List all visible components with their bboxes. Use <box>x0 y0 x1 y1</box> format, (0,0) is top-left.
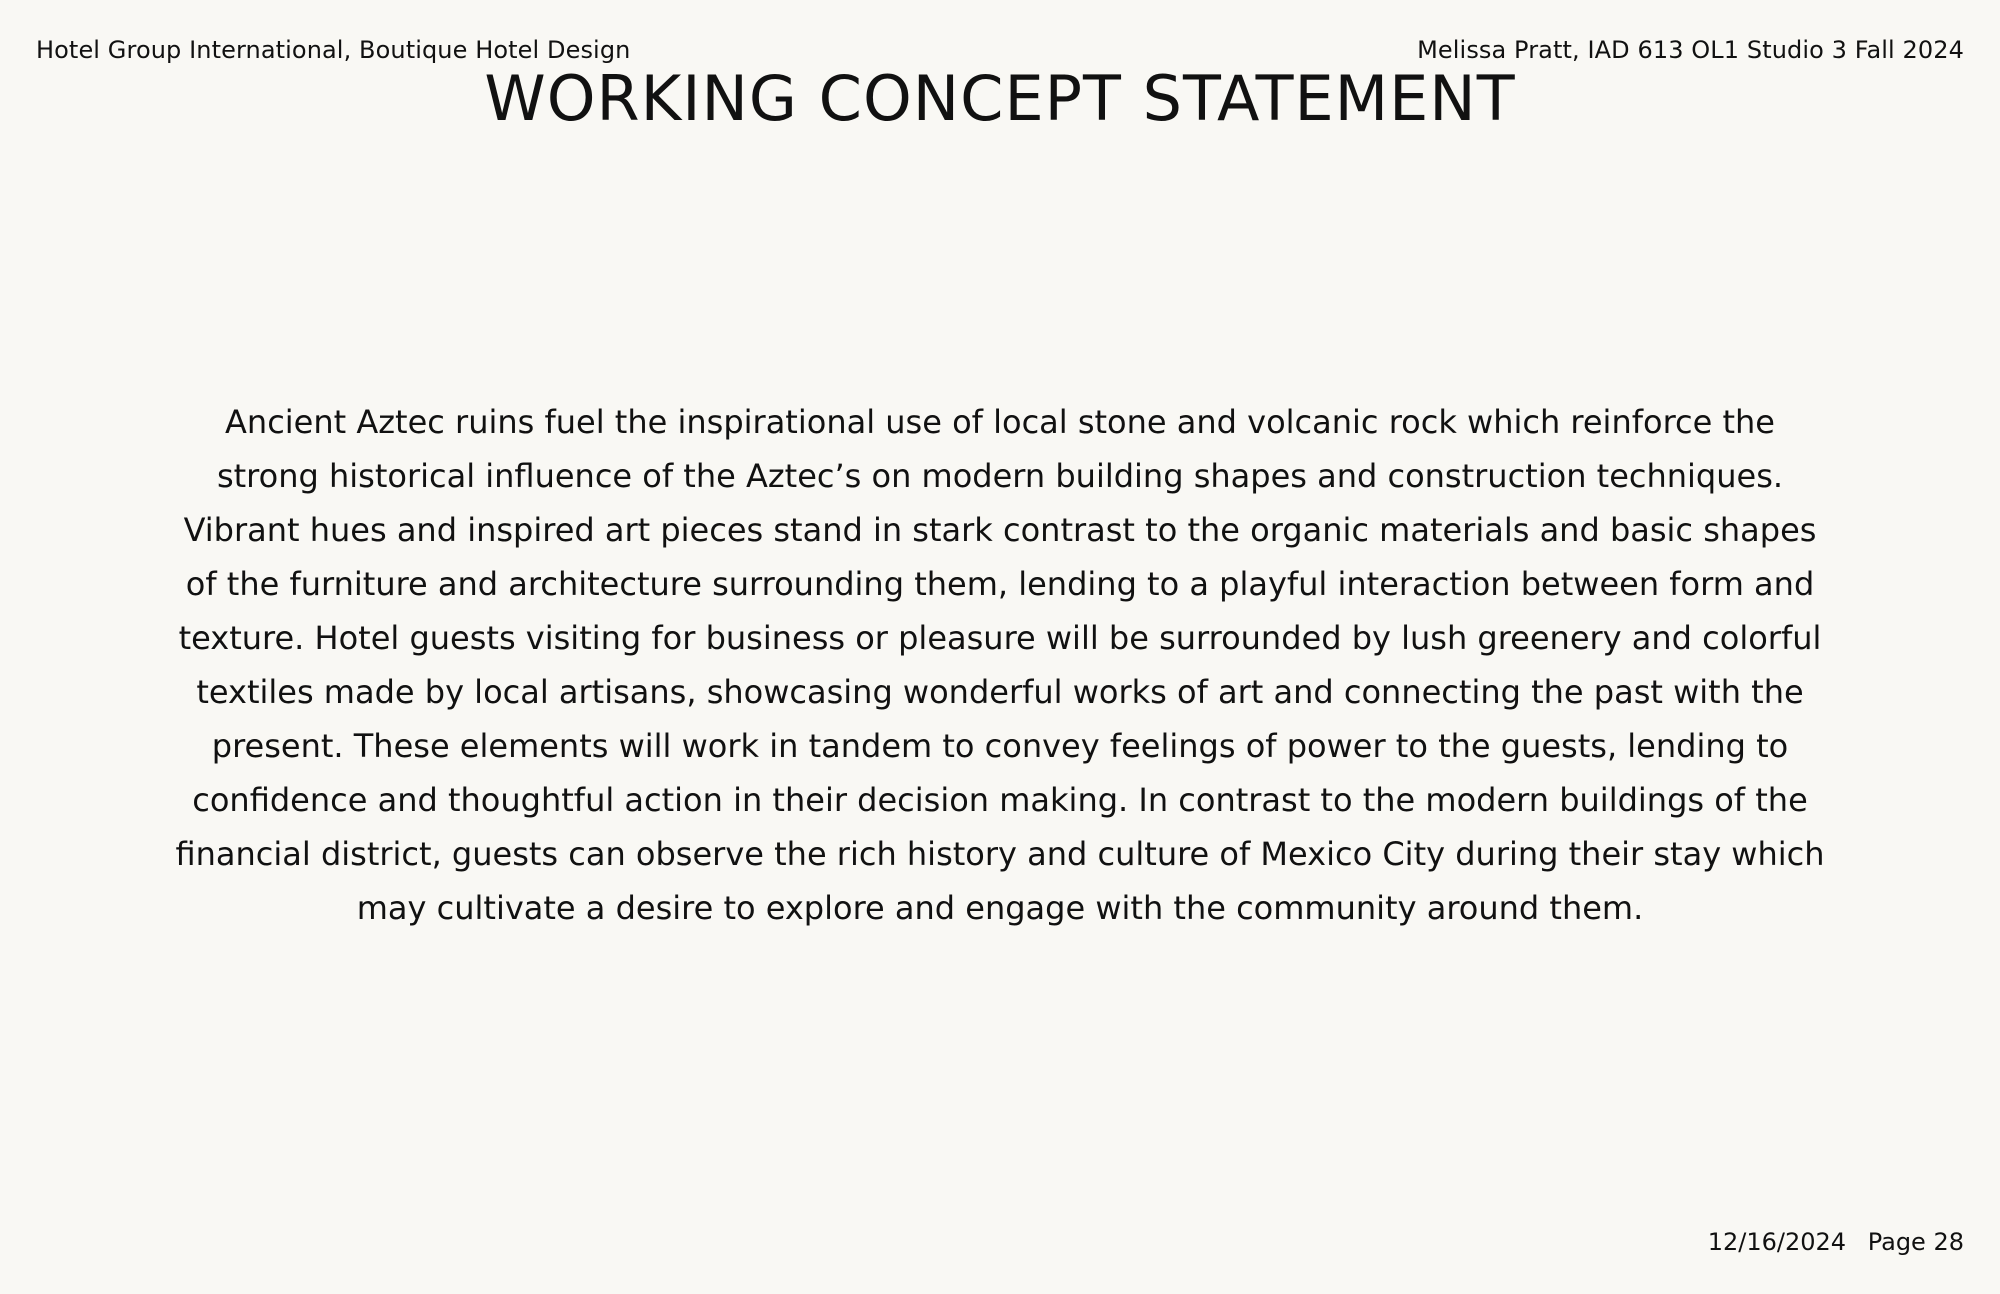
header-course-title: Hotel Group International, Boutique Hotel Design <box>36 36 631 64</box>
header-author-info: Melissa Pratt, IAD 613 OL1 Studio 3 Fall 2024 <box>1417 36 1964 64</box>
footer <box>1708 1228 1964 1256</box>
footer-date: 12/16/2024 <box>1707 1228 1847 1256</box>
page-number: Page 28 <box>1867 1228 1964 1256</box>
page-title: WORKING CONCEPT STATEMENT <box>484 62 1516 135</box>
concept-statement-paragraph: Ancient Aztec ruins fuel the inspirational use of local stone and volcanic rock which reinforce the strong historical influence of the Aztec’s on modern building shapes and construction techniques. Vibrant hues and inspired art pieces stand in stark contrast to the organic materials and basic shapes of the furniture and architecture surrounding them, lending to a playful interaction between form and texture. Hotel guests visiting for business or pleasure will be surrounded by lush greenery and colorful textiles made by local artisans, showcasing wonderful works of art and connecting the past with the present. These elements will work in tandem to convey feelings of power to the guests, lending to confidence and thoughtful action in their decision making. In contrast to the modern buildings of the financial district, guests can observe the rich history and culture of Mexico City during their stay which may cultivate a desire to explore and engage with the community around them. <box>175 403 1825 927</box>
